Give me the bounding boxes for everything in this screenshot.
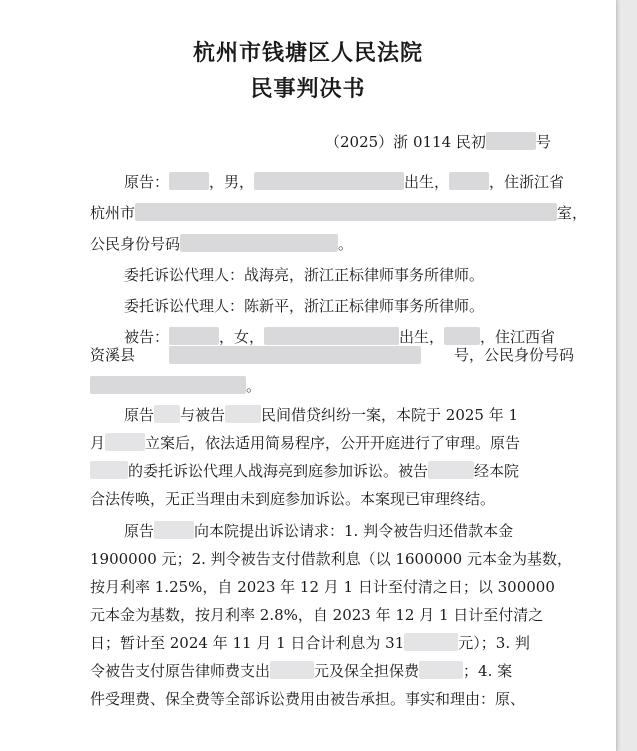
redaction	[169, 172, 209, 190]
defendant-line-2	[90, 345, 574, 365]
redaction	[154, 405, 180, 423]
defendant-gender: ，女，	[219, 328, 265, 346]
agent-line-1: 委托诉讼代理人：战海亮，浙江正标律师事务所律师。	[124, 266, 485, 284]
text: 原告	[124, 522, 155, 540]
agent-line-2: 委托诉讼代理人：陈新平，浙江正标律师事务所律师。	[124, 297, 485, 315]
text: 民间借贷纠纷一案，本院于 2025 年 1	[261, 406, 519, 424]
defendant-residence: ，住江西省	[480, 328, 556, 346]
text: 令被告支付原告律师费支出	[90, 662, 271, 680]
document-type: 民事判决书	[250, 76, 366, 102]
case-para-line-4: 合法传唤，无正当理由未到庭参加诉讼。本案现已审理终结。	[90, 490, 496, 508]
redaction	[264, 327, 399, 345]
case-para-line-1	[124, 405, 518, 425]
redaction	[428, 461, 474, 479]
text: 向本院提出诉讼请求：1. 判令被告归还借款本金	[194, 522, 514, 540]
claims-line-2: 1900000 元；2. 判令被告支付借款利息（以 1600000 元本金为基数，	[90, 550, 572, 568]
plaintiff-line-1	[124, 172, 564, 192]
claims-line-1	[124, 521, 513, 541]
defendant-label: 被告：	[124, 328, 170, 346]
text: 经本院	[474, 462, 520, 480]
redaction	[180, 234, 338, 252]
text: 元及保全担保费	[314, 662, 420, 680]
defendant-line-3	[90, 376, 261, 396]
defendant-county: 资溪县	[90, 346, 136, 364]
text: 原告	[124, 406, 155, 424]
defendant-id-end: 。	[246, 377, 262, 395]
redaction	[486, 132, 536, 150]
redaction	[404, 633, 458, 651]
plaintiff-line-2	[90, 203, 587, 223]
redaction	[419, 661, 463, 679]
redaction	[135, 203, 557, 221]
text: 月	[90, 434, 106, 452]
plaintiff-label: 原告：	[124, 173, 170, 191]
plaintiff-residence: ，住浙江省	[489, 173, 565, 191]
claims-line-7: 件受理费、保全费等全部诉讼费用由被告承担。事实和理由：原、	[90, 690, 526, 708]
text: 与被告	[180, 406, 226, 424]
text: 立案后，依法适用简易程序，公开开庭进行了审理。原告	[145, 434, 521, 452]
plaintiff-id-label: 公民身份号码	[90, 235, 181, 253]
claims-line-4: 元本金为基数，按月利率 2.8%，自 2023 年 12 月 1 日计至付清之	[90, 606, 544, 624]
claims-line-3: 按月利率 1.25%，自 2023 年 12 月 1 日计至付清之日；以 300000	[90, 578, 555, 596]
text: 元）；3. 判	[458, 634, 530, 652]
plaintiff-birth: 出生，	[404, 173, 450, 191]
redaction	[154, 521, 194, 539]
claims-line-6	[90, 661, 512, 681]
case-number-prefix: （2025）浙 0114 民初	[325, 133, 486, 151]
redaction	[225, 405, 261, 423]
redaction	[254, 172, 404, 190]
redaction	[169, 346, 421, 364]
redaction	[444, 327, 480, 345]
redaction	[449, 172, 489, 190]
plaintiff-city: 杭州市	[90, 204, 136, 222]
defendant-line-1	[124, 327, 555, 347]
claims-line-5	[90, 633, 530, 653]
plaintiff-room: 室，	[557, 204, 588, 222]
redaction	[90, 461, 128, 479]
plaintiff-gender: ，男，	[209, 173, 255, 191]
redaction	[90, 376, 246, 394]
case-number-suffix: 号	[535, 133, 551, 151]
plaintiff-line-3	[90, 234, 353, 254]
case-para-line-2	[90, 433, 520, 453]
plaintiff-id-end: 。	[338, 235, 354, 253]
text: ；4. 案	[463, 662, 513, 680]
court-name: 杭州市钱塘区人民法院	[192, 40, 423, 66]
redaction	[169, 327, 219, 345]
defendant-id-label: 号，公民身份号码	[453, 346, 574, 364]
text: 的委托诉讼代理人战海亮到庭参加诉讼。被告	[128, 462, 429, 480]
defendant-birth: 出生，	[399, 328, 445, 346]
redaction	[270, 661, 314, 679]
case-para-line-3	[90, 461, 519, 481]
case-number	[325, 132, 551, 152]
text: 日；暂计至 2024 年 11 月 1 日合计利息为 31	[90, 634, 405, 652]
redaction	[105, 433, 145, 451]
